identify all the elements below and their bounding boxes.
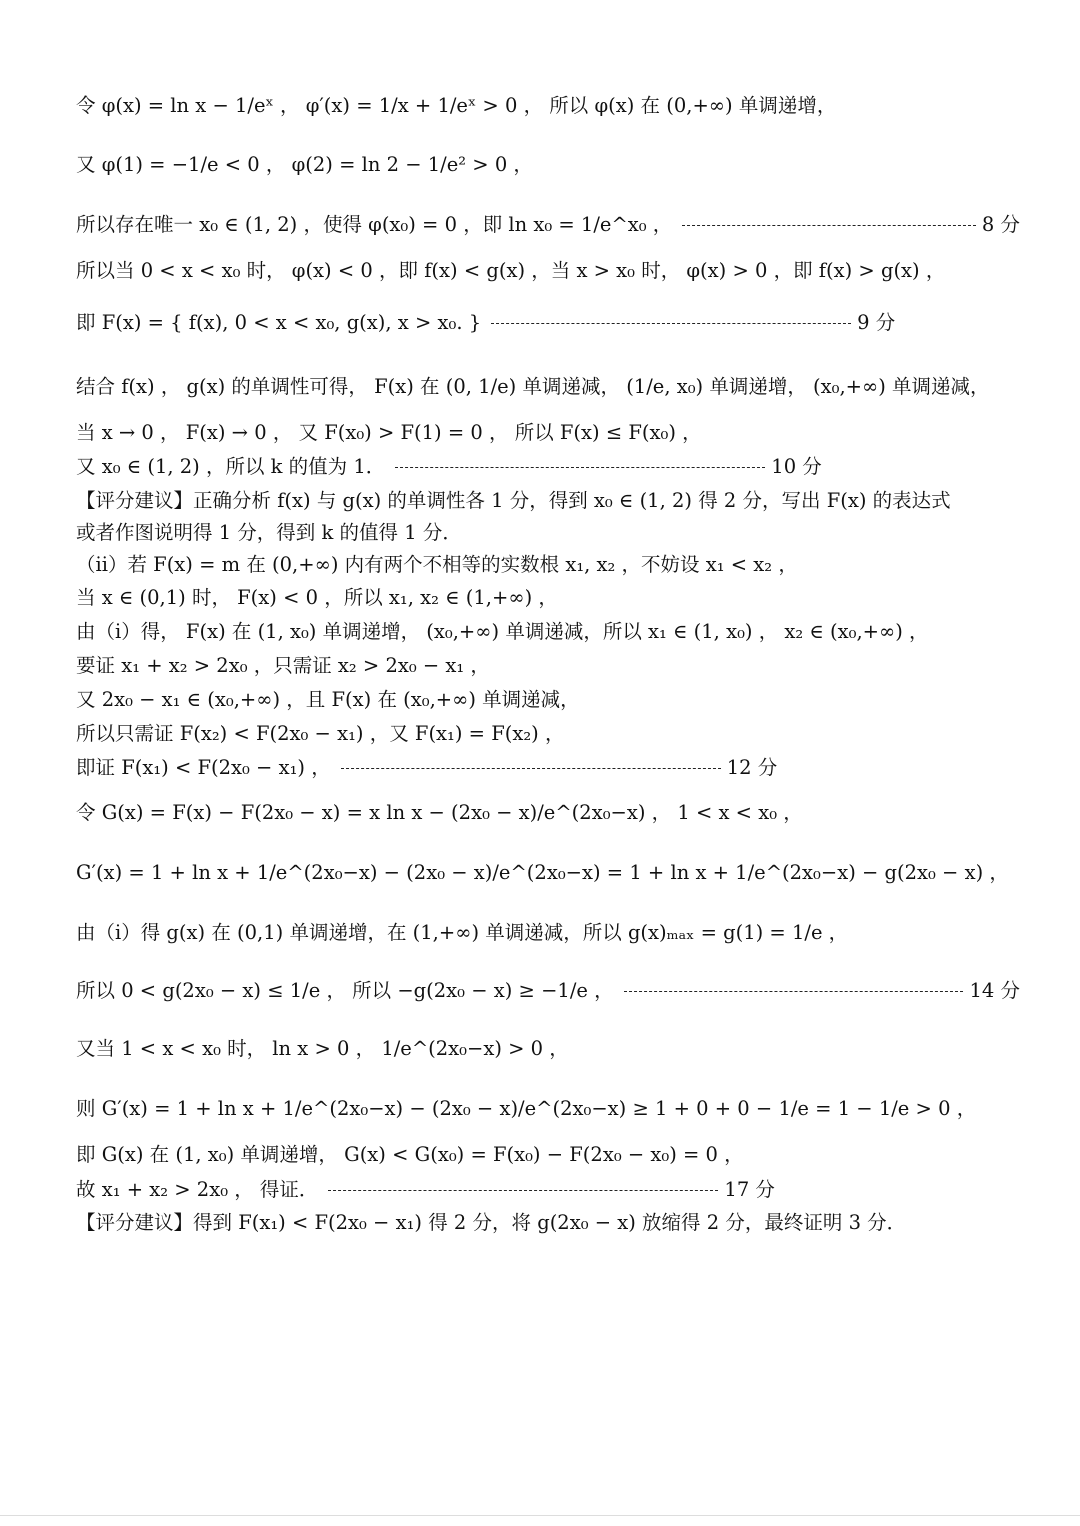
score-leader xyxy=(624,991,964,992)
score-leader xyxy=(395,467,765,468)
text-line xyxy=(76,653,1020,679)
text-line xyxy=(76,93,1020,119)
text-line xyxy=(76,454,1020,480)
line-text: 即 G(x) 在 (1, x₀) 单调递增， G(x) < G(x₀) = F(x₀) − F(2x₀ − x₀) = 0 ， xyxy=(76,1143,744,1166)
line-text: 所以存在唯一 x₀ ∈ (1, 2) ，使得 φ(x₀) = 0 ，即 ln x₀ = 1/e^x₀ ， xyxy=(76,213,673,236)
score-label: 10 分 xyxy=(771,455,822,478)
text-line xyxy=(76,755,1020,781)
text-line xyxy=(76,1142,1020,1168)
text-line xyxy=(76,619,1020,645)
line-text: 结合 f(x) ， g(x) 的单调性可得， F(x) 在 (0, 1/e) 单调递减， (1/e, x₀) 单调递增， (x₀,+∞) 单调递减， xyxy=(76,375,990,398)
line-text: 当 x → 0 ， F(x) → 0 ， 又 F(x₀) > F(1) = 0 ， 所以 F(x) ≤ F(x₀) ， xyxy=(76,421,702,444)
text-line xyxy=(76,1036,1020,1062)
text-line xyxy=(76,374,1020,400)
score-leader xyxy=(341,768,721,769)
text-line xyxy=(76,420,1020,446)
text-line xyxy=(76,212,1020,238)
text-line xyxy=(76,860,1020,886)
score-label: 9 分 xyxy=(857,311,896,334)
score-leader xyxy=(328,1190,718,1191)
line-text: 又 φ(1) = −1/e < 0 ， φ(2) = ln 2 − 1/e² > 0 ， xyxy=(76,153,533,176)
text-line xyxy=(76,520,1020,546)
text-line xyxy=(76,488,1020,514)
text-line xyxy=(76,585,1020,611)
line-text: 由（i）得， F(x) 在 (1, x₀) 单调递增， (x₀,+∞) 单调递减，所以 x₁ ∈ (1, x₀) ， x₂ ∈ (x₀,+∞) ， xyxy=(76,620,929,643)
line-text: 即 F(x) = { f(x), 0 < x < x₀, g(x), x > x₀. } xyxy=(76,311,482,334)
page-edge xyxy=(0,1515,1080,1516)
line-text: 所以只需证 F(x₂) < F(2x₀ − x₁) ，又 F(x₁) = F(x₂) ， xyxy=(76,722,565,745)
score-label: 14 分 xyxy=(969,979,1020,1002)
text-line xyxy=(76,1096,1020,1122)
line-text: 令 G(x) = F(x) − F(2x₀ − x) = x ln x − (2x₀ − x)/e^(2x₀−x) ， 1 < x < x₀ ， xyxy=(76,801,803,824)
text-line xyxy=(76,1210,1020,1236)
text-line xyxy=(76,978,1020,1004)
text-line xyxy=(76,258,1020,284)
line-text: 所以当 0 < x < x₀ 时， φ(x) < 0 ，即 f(x) < g(x) ，当 x > x₀ 时， φ(x) > 0 ，即 f(x) > g(x) ， xyxy=(76,259,946,282)
text-line xyxy=(76,552,1020,578)
line-text: 要证 x₁ + x₂ > 2x₀ ，只需证 x₂ > 2x₀ − x₁ ， xyxy=(76,654,490,677)
line-text: 由（i）得 g(x) 在 (0,1) 单调递增，在 (1,+∞) 单调递减，所以 g(x)ₘₐₓ = g(1) = 1/e ， xyxy=(76,921,849,944)
line-text: G′(x) = 1 + ln x + 1/e^(2x₀−x) − (2x₀ − x)/e^(2x₀−x) = 1 + ln x + 1/e^(2x₀−x) − g(2x₀ − x) ， xyxy=(76,861,1009,884)
text-line xyxy=(76,920,1020,946)
line-text: 则 G′(x) = 1 + ln x + 1/e^(2x₀−x) − (2x₀ − x)/e^(2x₀−x) ≥ 1 + 0 + 0 − 1/e = 1 − 1/e > 0 ， xyxy=(76,1097,977,1120)
text-line xyxy=(76,721,1020,747)
line-text: （ii）若 F(x) = m 在 (0,+∞) 内有两个不相等的实数根 x₁, x₂ ，不妨设 x₁ < x₂ ， xyxy=(76,553,798,576)
score-label: 12 分 xyxy=(726,756,778,779)
text-line xyxy=(76,800,1020,826)
line-text: 故 x₁ + x₂ > 2x₀ ， 得证． xyxy=(76,1178,319,1201)
text-line xyxy=(76,152,1020,178)
score-leader xyxy=(491,323,851,324)
line-text: 又 x₀ ∈ (1, 2) ，所以 k 的值为 1． xyxy=(76,455,386,478)
line-text: 所以 0 < g(2x₀ − x) ≤ 1/e ， 所以 −g(2x₀ − x) ≥ −1/e ， xyxy=(76,979,614,1002)
line-text: 又当 1 < x < x₀ 时， ln x > 0 ， 1/e^(2x₀−x) > 0 ， xyxy=(76,1037,569,1060)
line-text: 令 φ(x) = ln x − 1/eˣ ， φ′(x) = 1/x + 1/eˣ > 0 ， 所以 φ(x) 在 (0,+∞) 单调递增， xyxy=(76,94,837,117)
line-text: 又 2x₀ − x₁ ∈ (x₀,+∞) ，且 F(x) 在 (x₀,+∞) 单调递减， xyxy=(76,688,580,711)
score-label: 17 分 xyxy=(724,1178,775,1201)
line-text: 【评分建议】得到 F(x₁) < F(2x₀ − x₁) 得 2 分，将 g(2x₀ − x) 放缩得 2 分，最终证明 3 分． xyxy=(76,1211,907,1234)
text-line xyxy=(76,310,1020,336)
line-text: 或者作图说明得 1 分，得到 k 的值得 1 分． xyxy=(76,521,462,544)
score-label: 8 分 xyxy=(981,213,1020,236)
score-leader xyxy=(682,225,976,226)
line-text: 即证 F(x₁) < F(2x₀ − x₁) ， xyxy=(76,756,331,779)
text-line xyxy=(76,1177,1020,1203)
text-line xyxy=(76,687,1020,713)
line-text: 【评分建议】正确分析 f(x) 与 g(x) 的单调性各 1 分，得到 x₀ ∈ (1, 2) 得 2 分，写出 F(x) 的表达式 xyxy=(76,489,951,512)
line-text: 当 x ∈ (0,1) 时， F(x) < 0 ，所以 x₁, x₂ ∈ (1,+∞) ， xyxy=(76,586,558,609)
